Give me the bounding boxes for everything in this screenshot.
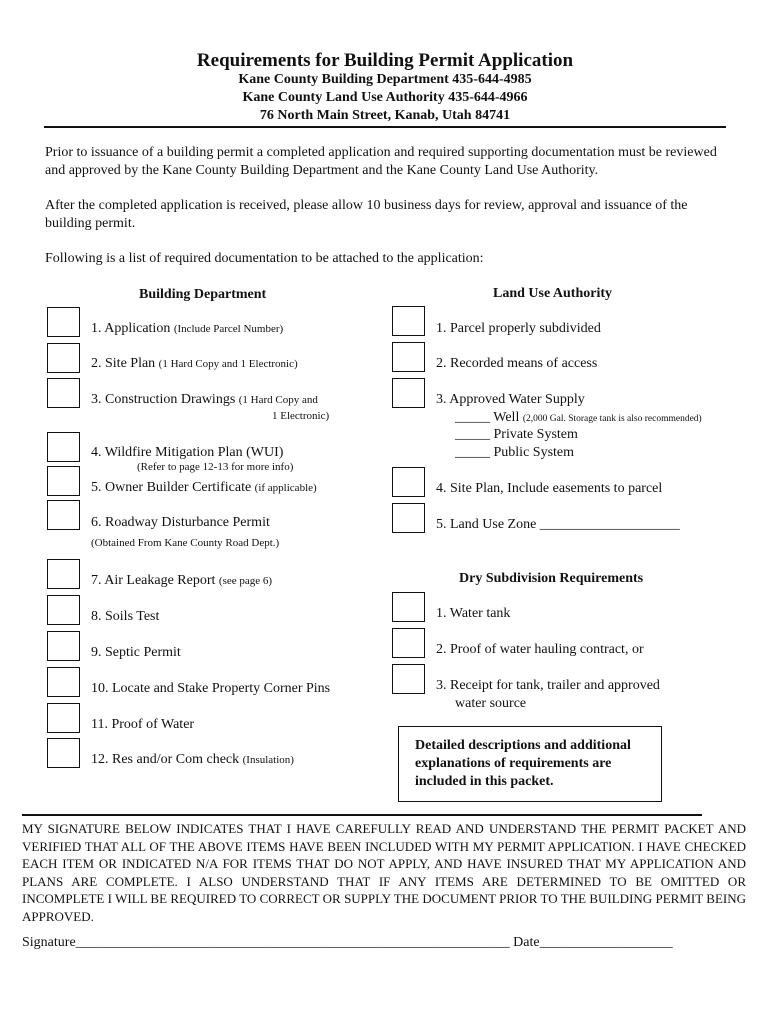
- checkbox-construction-drawings[interactable]: [47, 378, 80, 408]
- building-department-heading: Building Department: [139, 287, 267, 302]
- building-item-6: 6. Roadway Disturbance Permit: [91, 515, 270, 530]
- land-use-authority-heading: Land Use Authority: [493, 286, 613, 301]
- page-title: Requirements for Building Permit Application: [196, 50, 574, 71]
- building-item-1-label: 1. Application: [91, 321, 171, 336]
- building-item-3-label: 3. Construction Drawings: [91, 392, 236, 407]
- dry-item-1: 1. Water tank: [436, 606, 511, 621]
- building-item-3: [91, 392, 318, 408]
- dry-item-2: 2. Proof of water hauling contract, or: [436, 642, 644, 657]
- building-item-3-note-cont: 1 Electronic): [272, 410, 330, 422]
- checkbox-means-of-access[interactable]: [392, 342, 425, 372]
- landuse-item-5: 5. Land Use Zone ____________________: [436, 517, 680, 532]
- dry-item-3-cont: water source: [455, 696, 527, 711]
- header-line-building-dept: Kane County Building Department 435-644-4985: [238, 72, 532, 87]
- landuse-item-3: 3. Approved Water Supply: [436, 392, 585, 407]
- water-option-public: _____ Public System: [455, 445, 575, 460]
- checkbox-soils-test[interactable]: [47, 595, 80, 625]
- signature-row: [22, 935, 673, 951]
- checkbox-application[interactable]: [47, 307, 80, 337]
- checkbox-corner-pins[interactable]: [47, 667, 80, 697]
- checkbox-water-hauling[interactable]: [392, 628, 425, 658]
- building-item-9: 9. Septic Permit: [91, 645, 181, 660]
- water-option-well-label: _____ Well: [455, 410, 520, 425]
- declaration-divider: [22, 814, 702, 816]
- building-item-4: 4. Wildfire Mitigation Plan (WUI): [91, 445, 284, 460]
- water-option-well-note: (2,000 Gal. Storage tank is also recommended): [522, 414, 702, 424]
- date-field[interactable]: ___________________: [539, 935, 673, 950]
- landuse-item-4: 4. Site Plan, Include easements to parcel: [436, 481, 663, 496]
- building-item-4-note: (Refer to page 12-13 for more info): [137, 461, 294, 473]
- signature-label: Signature: [22, 935, 76, 950]
- building-item-2-note: (1 Hard Copy and 1 Electronic): [158, 358, 298, 370]
- checkbox-proof-of-water[interactable]: [47, 703, 80, 733]
- header-line-address: 76 North Main Street, Kanab, Utah 84741: [259, 108, 511, 123]
- checkbox-parcel-subdivided[interactable]: [392, 306, 425, 336]
- checkbox-water-tank[interactable]: [392, 592, 425, 622]
- landuse-item-1: 1. Parcel properly subdivided: [436, 321, 601, 336]
- signature-field[interactable]: ______________________________________________________________: [75, 935, 510, 950]
- landuse-item-2: 2. Recorded means of access: [436, 356, 598, 371]
- water-option-private: _____ Private System: [455, 427, 578, 442]
- dry-subdivision-heading: Dry Subdivision Requirements: [459, 571, 644, 586]
- checkbox-air-leakage[interactable]: [47, 559, 80, 589]
- building-item-7: [91, 573, 272, 589]
- checkbox-tank-receipt[interactable]: [392, 664, 425, 694]
- checkbox-land-use-zone[interactable]: [392, 503, 425, 533]
- building-item-2-label: 2. Site Plan: [91, 356, 156, 371]
- building-item-6-note: (Obtained From Kane County Road Dept.): [91, 537, 280, 549]
- building-item-5: [91, 480, 317, 496]
- building-item-3-note: (1 Hard Copy and: [238, 394, 318, 406]
- checkbox-roadway-permit[interactable]: [47, 500, 80, 530]
- signature-declaration: MY SIGNATURE BELOW INDICATES THAT I HAVE CAREFULLY READ AND UNDERSTAND THE PERMIT PACKET AND VERIFIED THAT ALL OF THE ABOVE ITEMS HAVE BEEN INCLUDED WITH MY PERMIT APPLICATION. I HAVE CHECKED EACH ITEM OR INDICATED N/A FOR ITEMS THAT DO NOT APPLY, AND HAVE INSURED THAT MY APPLICATION AND PLANS ARE COMPLETE. I ALSO UNDERSTAND THAT IF ANY ITEMS ARE DETERMINED TO BE OMITTED OR INCOMPLETE I WILL BE REQUIRED TO CORRECT OR SUPPLY THE DOCUMENT PRIOR TO THE BUILDING PERMIT BEING APPROVED.: [22, 821, 746, 924]
- intro-paragraph-2: After the completed application is received, please allow 10 business days for review, approval and issuance of the building permit.: [45, 198, 688, 231]
- checkbox-septic-permit[interactable]: [47, 631, 80, 661]
- building-item-12-note: (Insulation): [242, 754, 294, 766]
- building-item-1-note: (Include Parcel Number): [173, 323, 284, 335]
- checkbox-owner-builder[interactable]: [47, 466, 80, 496]
- water-option-well: [455, 410, 702, 426]
- building-item-7-note: (see page 6): [218, 575, 273, 587]
- date-label: Date: [513, 935, 540, 950]
- checkbox-res-com-check[interactable]: [47, 738, 80, 768]
- building-item-2: [91, 356, 298, 372]
- building-item-10: 10. Locate and Stake Property Corner Pins: [91, 681, 331, 696]
- building-item-5-label: 5. Owner Builder Certificate: [91, 480, 252, 495]
- building-item-11: 11. Proof of Water: [91, 717, 195, 732]
- intro-paragraph-3: Following is a list of required documentation to be attached to the application:: [45, 251, 484, 266]
- building-item-8: 8. Soils Test: [91, 609, 160, 624]
- checkbox-site-plan-easements[interactable]: [392, 467, 425, 497]
- intro-paragraph-1: Prior to issuance of a building permit a completed application and required supporting documentation must be reviewed and approved by the Kane County Building Department and the Kane County Land Use Authority.: [45, 145, 717, 178]
- header-divider: [44, 126, 726, 128]
- building-item-12: [91, 752, 294, 768]
- packet-note-box: Detailed descriptions and additional explanations of requirements are included in this packet.: [398, 726, 662, 802]
- building-item-12-label: 12. Res and/or Com check: [91, 752, 240, 767]
- header-line-land-use: Kane County Land Use Authority 435-644-4966: [242, 90, 528, 105]
- checkbox-site-plan[interactable]: [47, 343, 80, 373]
- building-item-1: [91, 321, 283, 337]
- checkbox-water-supply[interactable]: [392, 378, 425, 408]
- checkbox-wildfire-plan[interactable]: [47, 432, 80, 462]
- building-item-5-note: (if applicable): [254, 482, 317, 494]
- dry-item-3: 3. Receipt for tank, trailer and approved: [436, 678, 660, 693]
- building-item-7-label: 7. Air Leakage Report: [91, 573, 216, 588]
